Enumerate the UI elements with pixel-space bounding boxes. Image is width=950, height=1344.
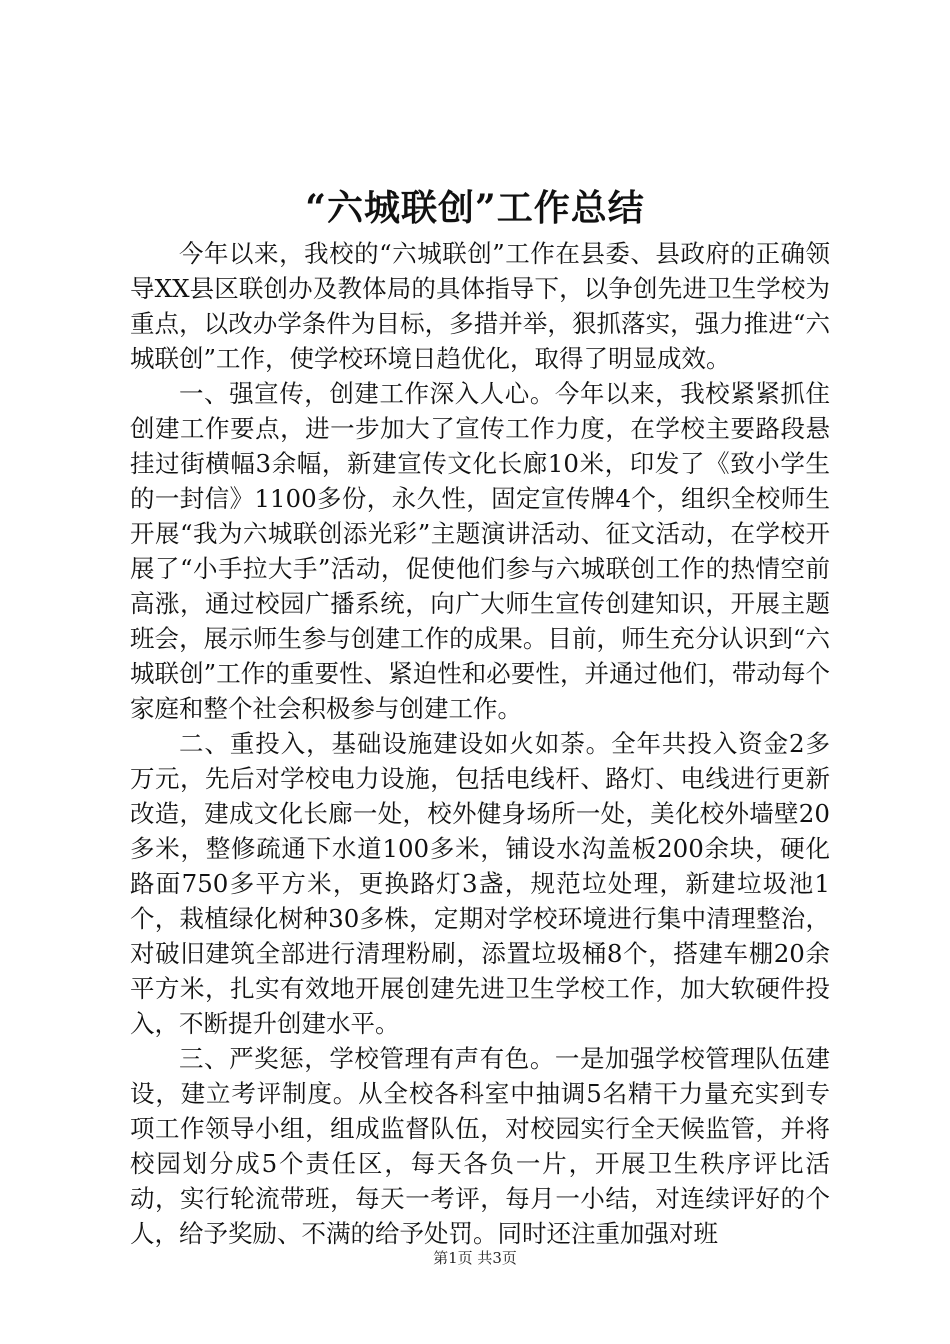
page-footer: 第1页 共3页 bbox=[433, 1249, 517, 1267]
paragraph-investment: 二、重投入，基础设施建设如火如荼。全年共投入资金2多万元，先后对学校电力设施，包括电线杆、路灯、电线进行更新改造，建成文化长廊一处，校外健身场所一处，美化校外墙壁20多米，整修疏通下水道100多米，铺设水沟盖板200余块，硬化路面750多平方米，更换路灯3盏，规范垃处理，新建垃圾池1个，栽植绿化树种30多株，定期对学校环境进行集中清理整治，对破旧建筑全部进行清理粉刷，添置垃圾桶8个，搭建车棚20余平方米，扎实有效地开展创建先进卫生学校工作，加大软硬件投入，不断提升创建水平。 bbox=[130, 729, 830, 1038]
document-title: “六城联创”工作总结 bbox=[305, 187, 645, 229]
paragraph-intro: 今年以来，我校的“六城联创”工作在县委、县政府的正确领导XX县区联创办及教体局的具体指导下，以争创先进卫生学校为重点，以改办学条件为目标，多措并举，狠抓落实，强力推进“六城联创”工作，使学校环境日趋优化，取得了明显成效。 bbox=[130, 239, 830, 373]
paragraph-management: 三、严奖惩，学校管理有声有色。一是加强学校管理队伍建设，建立考评制度。从全校各科室中抽调5名精干力量充实到专项工作领导小组，组成监督队伍，对校园实行全天候监管，并将校园划分成5个责任区，每天各负一片，开展卫生秩序评比活动，实行轮流带班，每天一考评，每月一小结，对连续评好的个人，给予奖励、不满的给予处罚。同时还注重加强对班 bbox=[130, 1044, 830, 1248]
paragraph-publicity: 一、强宣传，创建工作深入人心。今年以来，我校紧紧抓住创建工作要点，进一步加大了宣传工作力度，在学校主要路段悬挂过街横幅3余幅，新建宣传文化长廊10米，印发了《致小学生的一封信》1100多份，永久性，固定宣传牌4个，组织全校师生开展“我为六城联创添光彩”主题演讲活动、征文活动，在学校开展了“小手拉大手”活动，促使他们参与六城联创工作的热情空前高涨，通过校园广播系统，向广大师生宣传创建知识，开展主题班会，展示师生参与创建工作的成果。目前，师生充分认识到“六城联创”工作的重要性、紧迫性和必要性，并通过他们，带动每个家庭和整个社会积极参与创建工作。 bbox=[130, 379, 830, 723]
document-body bbox=[130, 236, 830, 1251]
